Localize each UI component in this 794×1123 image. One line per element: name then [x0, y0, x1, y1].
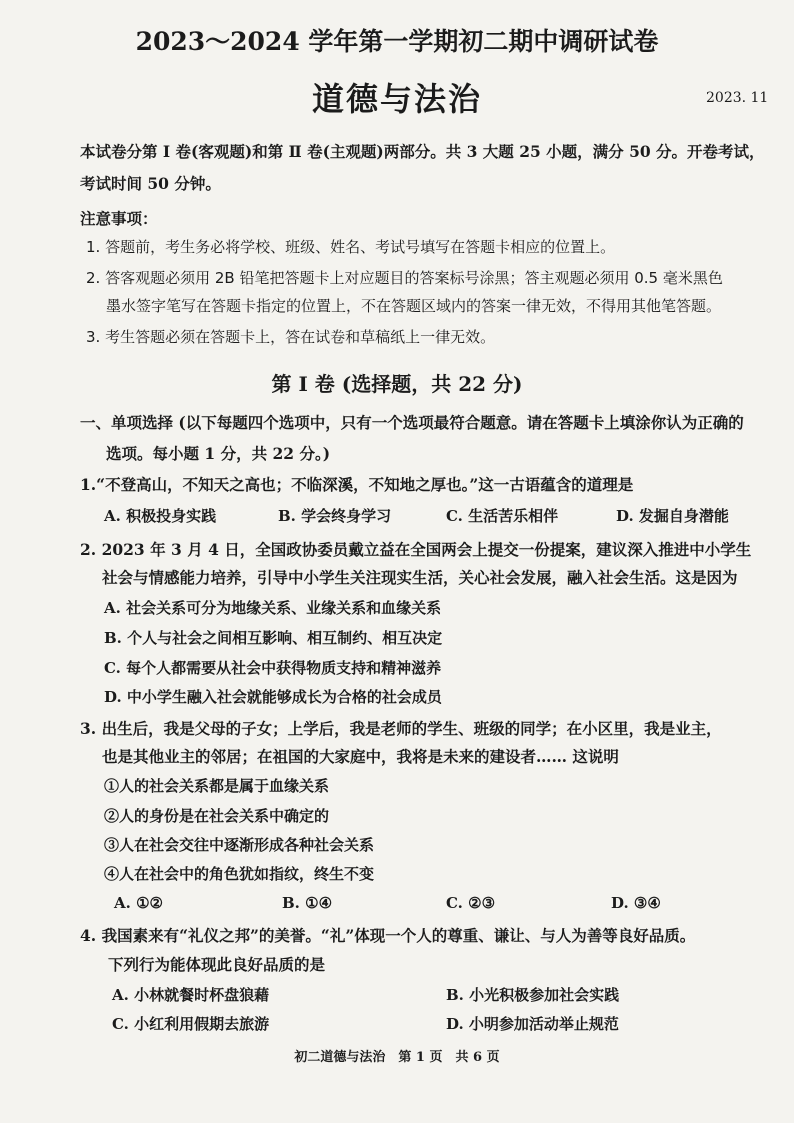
exam-date: 2023. 11: [706, 90, 769, 106]
q1-option-d: D. 发掘自身潜能: [616, 507, 729, 525]
q1-option-a: A. 积极投身实践: [104, 507, 217, 525]
q4-stem-1: 4. 我国素来有“礼仪之邦”的美誉。“礼”体现一个人的尊重、谦让、与人为善等良好品质。: [80, 926, 696, 945]
q1-option-b: B. 学会终身学习: [278, 507, 392, 525]
q3-statement-2: ②人的身份是在社会关系中确定的: [104, 807, 330, 825]
q2-stem-2: 社会与情感能力培养，引导中小学生关注现实生活，关心社会发展，融入社会生活。这是因为: [102, 568, 738, 587]
part-instructions-1: 一、单项选择 (以下每题四个选项中，只有一个选项最符合题意。请在答题卡上填涂你认为正确的: [80, 413, 744, 432]
intro-line-1: 本试卷分第 Ⅰ 卷(客观题)和第 Ⅱ 卷(主观题)两部分。共 3 大题 25 小题，满分 50 分。开卷考试，: [80, 142, 765, 161]
q3-option-b: B. ①④: [282, 894, 333, 912]
intro-line-2: 考试时间 50 分钟。: [80, 174, 221, 193]
q3-statement-3: ③人在社会交往中逐渐形成各种社会关系: [104, 836, 375, 854]
q2-stem-1: 2. 2023 年 3 月 4 日，全国政协委员戴立益在全国两会上提交一份提案，建议深入推进中小学生: [80, 540, 752, 559]
q3-statement-4: ④人在社会中的角色犹如指纹，终生不变: [104, 865, 375, 883]
q3-option-a: A. ①②: [114, 894, 163, 912]
q2-option-c: C. 每个人都需要从社会中获得物质支持和精神滋养: [104, 659, 442, 677]
q3-option-c: C. ②③: [446, 894, 496, 912]
q2-option-b: B. 个人与社会之间相互影响、相互制约、相互决定: [104, 629, 443, 647]
exam-title: 2023～2024 学年第一学期初二期中调研试卷: [135, 27, 659, 56]
q4-option-a: A. 小林就餐时杯盘狼藉: [112, 986, 270, 1004]
q3-option-d: D. ③④: [611, 894, 661, 912]
q3-stem-2: 也是其他业主的邻居；在祖国的大家庭中，我将是未来的建设者…… 这说明: [102, 747, 619, 766]
part-instructions-2: 选项。每小题 1 分，共 22 分。): [106, 444, 331, 463]
section-title: 第 Ⅰ 卷 (选择题，共 22 分): [271, 372, 523, 396]
notice-heading: 注意事项：: [80, 209, 158, 228]
q4-stem-2: 下列行为能体现此良好品质的是: [108, 955, 326, 974]
page-footer: 初二道德与法治 第 1 页 共 6 页: [294, 1050, 500, 1065]
q4-option-d: D. 小明参加活动举止规范: [446, 1015, 619, 1033]
notice-item-3: 3. 考生答题必须在答题卡上，答在试卷和草稿纸上一律无效。: [86, 328, 496, 346]
q2-option-d: D. 中小学生融入社会就能够成长为合格的社会成员: [104, 688, 442, 706]
q4-option-b: B. 小光积极参加社会实践: [446, 986, 620, 1004]
q3-stem-1: 3. 出生后，我是父母的子女；上学后，我是老师的学生、班级的同学；在小区里，我是业主，: [80, 719, 722, 738]
q1-option-c: C. 生活苦乐相伴: [446, 507, 559, 525]
notice-item-1: 1. 答题前，考生务必将学校、班级、姓名、考试号填写在答题卡相应的位置上。: [86, 238, 616, 256]
q4-option-c: C. 小红利用假期去旅游: [112, 1015, 270, 1033]
notice-item-2: 2. 答客观题必须用 2B 铅笔把答题卡上对应题目的答案标号涂黑；答主观题必须用 0.5 毫米黑色: [86, 269, 723, 287]
q1-stem: 1.“不登高山，不知天之高也；不临深溪，不知地之厚也。”这一古语蕴含的道理是: [80, 475, 634, 494]
q3-statement-1: ①人的社会关系都是属于血缘关系: [104, 777, 330, 795]
q2-option-a: A. 社会关系可分为地缘关系、业缘关系和血缘关系: [104, 599, 442, 617]
subject-title: 道德与法治: [311, 80, 482, 118]
notice-item-2-cont: 墨水签字笔写在答题卡指定的位置上，不在答题区域内的答案一律无效，不得用其他笔答题。: [106, 297, 722, 315]
